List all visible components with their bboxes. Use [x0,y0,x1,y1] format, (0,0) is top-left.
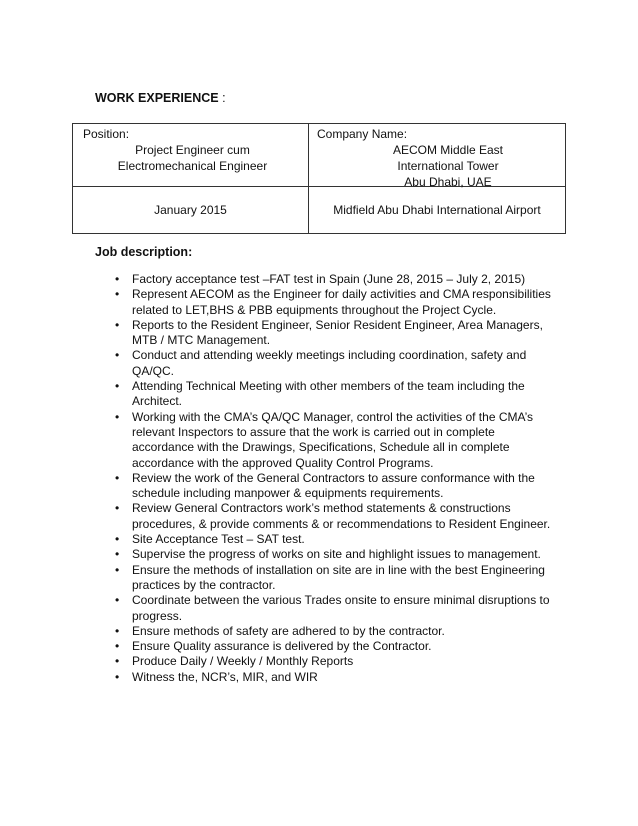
position-line: Project Engineer cum [135,143,250,157]
list-item: • Ensure Quality assurance is delivered by the Contractor. [113,639,553,654]
section-title: WORK EXPERIENCE [95,91,219,105]
list-item: • Site Acceptance Test – SAT test. [113,532,553,547]
list-item: • Attending Technical Meeting with other members of the team including the Architect. [113,379,553,410]
list-item: • Conduct and attending weekly meetings including coordination, safety and QA/QC. [113,348,553,379]
list-item: • Ensure the methods of installation on site are in line with the best Engineering practices by the contractor. [113,563,553,594]
list-item: • Supervise the progress of works on site and highlight issues to management. [113,547,553,562]
list-item: • Review the work of the General Contractors to assure conformance with the schedule including manpower & equipments requirements. [113,471,553,502]
list-item: • Represent AECOM as the Engineer for daily activities and CMA responsibilities related to LET,BHS & PBB equipments throughout the Project Cycle. [113,287,553,318]
company-cell [309,124,566,187]
company-line: International Tower [397,159,499,173]
project-name: Midfield Abu Dhabi International Airport [333,203,541,217]
list-item: • Working with the CMA’s QA/QC Manager, control the activities of the CMA’s relevant Inspectors to assure that the work is carried out in complete accordance with the Drawings, Specifications, Schedule all in complete accordance with the approved Quality Control Programs. [113,410,553,471]
experience-table [72,123,566,234]
company-line: Abu Dhabi, UAE [404,175,492,189]
list-item: • Factory acceptance test –FAT test in Spain (June 28, 2015 – July 2, 2015) [113,272,553,287]
list-item: • Produce Daily / Weekly / Monthly Reports [113,654,553,669]
job-description-title: Job description: [95,245,193,259]
list-item: • Reports to the Resident Engineer, Senior Resident Engineer, Area Managers, MTB / MTC Management. [113,318,553,349]
section-title-suffix: : [218,91,226,105]
employment-date: January 2015 [154,203,227,217]
list-item: • Review General Contractors work’s method statements & constructions procedures, & provide comments & or recommendations to Resident Engineer. [113,501,553,532]
list-item: • Coordinate between the various Trades onsite to ensure minimal disruptions to progress. [113,593,553,624]
position-label: Position: [83,127,130,141]
position-line: Electromechanical Engineer [117,159,268,173]
date-cell [73,187,309,234]
position-cell [73,124,309,187]
section-heading [95,91,226,105]
duties-list [113,272,553,685]
list-item: • Witness the, NCR’s, MIR, and WIR [113,670,553,685]
company-line: AECOM Middle East [392,143,504,157]
list-item: • Ensure methods of safety are adhered to by the contractor. [113,624,553,639]
company-label: Company Name: [317,127,408,141]
project-cell [309,187,566,234]
